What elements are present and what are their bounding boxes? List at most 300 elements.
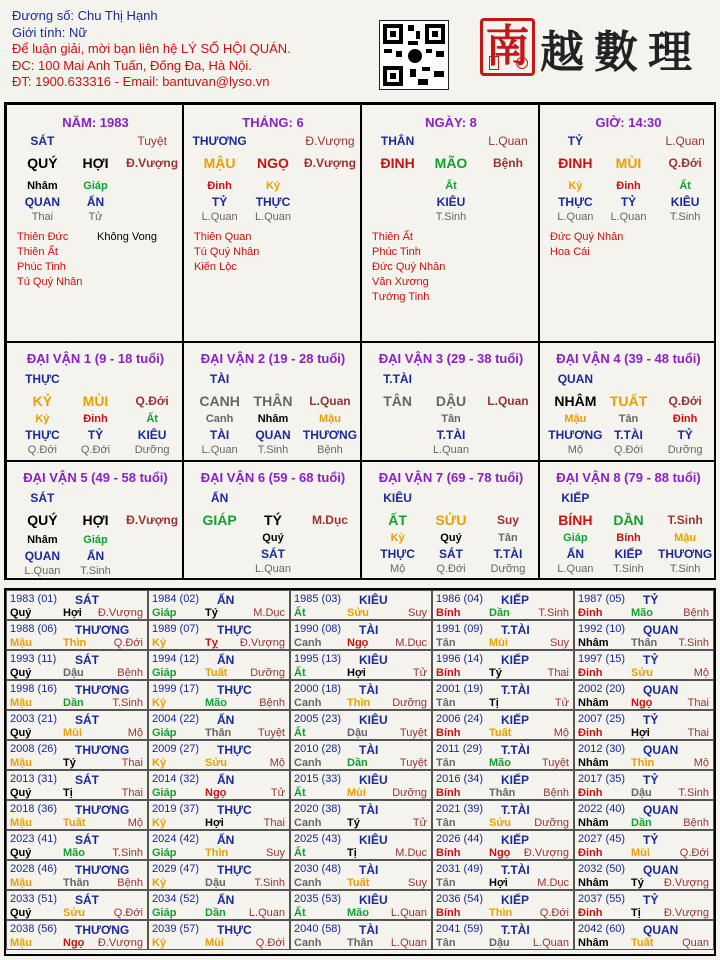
year-label: 1993 (11) (10, 653, 57, 665)
year-label: 1990 (08) (294, 623, 342, 635)
hidden-stem: Đinh (207, 180, 232, 192)
hidden-god: TỶ (211, 195, 228, 209)
year-chi: Tý (63, 757, 76, 769)
year-cell (432, 650, 574, 680)
chart-cell (183, 342, 361, 461)
year-stage: Mộ (553, 727, 569, 739)
year-label: 2024 (42) (152, 833, 200, 845)
star-label: Tú Quý Nhân (194, 246, 260, 258)
year-ten-god: SÁT (75, 773, 99, 787)
hidden-god: KIẾP (614, 547, 643, 561)
year-stage: Q.Đới (255, 937, 285, 949)
hidden-stage: L.Quan (24, 565, 61, 577)
year-label: 2038 (56) (10, 923, 58, 935)
star-label: Thiên Quan (194, 231, 252, 243)
year-stage: Dưỡng (392, 787, 427, 799)
year-ten-god: QUAN (643, 743, 679, 757)
year-can: Giáp (152, 727, 177, 739)
year-chi: Dần (631, 817, 652, 829)
chi-label: MÃO (434, 155, 468, 171)
year-cell (148, 890, 290, 920)
hidden-stem: Nhâm (27, 534, 58, 546)
year-label: 2002 (20) (578, 683, 626, 695)
year-label: 2006 (24) (436, 713, 484, 725)
year-label: 1994 (12) (152, 653, 200, 665)
year-cell (432, 890, 574, 920)
year-can: Nhâm (578, 877, 609, 889)
year-can: Ất (294, 607, 306, 619)
year-can: Giáp (152, 667, 177, 679)
year-ten-god: THƯƠNG (75, 623, 130, 637)
year-stage: Suy (266, 847, 285, 859)
year-chi: Hợi (489, 877, 508, 889)
year-chi: Thân (63, 877, 90, 889)
chi-stage: Q.Đới (668, 156, 702, 170)
year-chi: Tuất (63, 817, 86, 829)
year-cell (574, 860, 714, 890)
year-label: 2013 (31) (10, 773, 58, 785)
year-ten-god: ẤN (217, 833, 235, 847)
hidden-stem: Nhâm (27, 180, 58, 192)
year-ten-god: QUAN (643, 623, 679, 637)
ten-god-label: T.TÀI (383, 372, 412, 386)
star-label: Thiên Đức (17, 231, 69, 243)
year-can: Quý (10, 787, 32, 799)
year-can: Ất (294, 667, 306, 679)
year-cell (574, 890, 714, 920)
year-stage: Đ.Vượng (663, 877, 709, 889)
hidden-god: KIÊU (137, 428, 167, 442)
address-line: ĐC: 100 Mai Anh Tuấn, Đống Đa, Hà Nội. (12, 57, 252, 73)
year-stage: Q.Đới (113, 907, 143, 919)
year-ten-god: THỰC (217, 863, 252, 877)
year-can: Nhâm (578, 697, 609, 709)
star-label: Đức Quý Nhân (372, 261, 446, 273)
year-stage: Đ.Vượng (523, 847, 569, 859)
year-ten-god: THỰC (217, 623, 252, 637)
year-cell (148, 710, 290, 740)
chi-stage: Đ.Vượng (304, 156, 356, 170)
year-cell (148, 800, 290, 830)
chi-label: MÙI (615, 155, 642, 171)
year-stage: Dưỡng (250, 667, 285, 679)
year-chi: Mùi (63, 727, 82, 739)
year-can: Bính (436, 667, 461, 679)
hidden-stage: T.Sinh (669, 211, 701, 223)
can-label: KỶ (32, 393, 53, 409)
year-cell (6, 830, 148, 860)
hidden-god: KIÊU (670, 195, 700, 209)
year-stage: Quan (682, 937, 709, 949)
year-label: 2032 (50) (578, 863, 626, 875)
year-label: 1988 (06) (10, 623, 58, 635)
hidden-stage: L.Quan (610, 211, 647, 223)
year-label: 2017 (35) (578, 773, 626, 785)
year-ten-god: KIÊU (359, 833, 388, 847)
year-ten-god: KIẾP (501, 773, 530, 787)
year-stage: M.Dục (395, 847, 427, 859)
year-stage: Tử (412, 817, 427, 829)
hidden-god: THỰC (558, 195, 593, 209)
year-label: 2027 (45) (578, 833, 626, 845)
year-can: Quý (10, 907, 32, 919)
year-can: Ất (294, 787, 306, 799)
year-chi: Mão (347, 907, 369, 919)
year-can: Canh (294, 937, 322, 949)
year-can: Tân (436, 937, 456, 949)
year-ten-god: THƯƠNG (75, 743, 130, 757)
chart-cell (539, 342, 716, 461)
can-label: NHÂM (554, 393, 597, 409)
year-label: 2023 (41) (10, 833, 58, 845)
year-label: 1992 (10) (578, 623, 626, 635)
year-cell (432, 860, 574, 890)
year-chi: Thìn (347, 697, 371, 709)
can-label: ĐINH (380, 155, 415, 171)
hidden-stem: Kỷ (265, 180, 281, 192)
year-chi: Dậu (63, 667, 84, 679)
year-label: 1999 (17) (152, 683, 200, 695)
year-ten-god: T.TÀI (501, 923, 530, 937)
hidden-stem: Quý (440, 532, 462, 544)
year-stage: Q.Đới (679, 847, 709, 859)
year-stage: T.Sinh (112, 697, 143, 709)
year-stage: Q.Đới (539, 907, 569, 919)
chi-stage: Đ.Vượng (126, 513, 179, 527)
hidden-god: THƯƠNG (658, 547, 713, 561)
cell-title: THÁNG: 6 (242, 115, 304, 130)
hidden-stem: Giáp (83, 534, 108, 546)
year-stage: Tử (270, 787, 285, 799)
year-ten-god: T.TÀI (501, 743, 530, 757)
year-can: Kỷ (152, 937, 167, 949)
contact-line: Để luận giải, mời bạn liên hệ LÝ SỐ HỘI QUÁN. (12, 41, 291, 56)
year-ten-god: SÁT (75, 893, 99, 907)
year-stage: Thai (687, 727, 709, 739)
year-ten-god: TÀI (359, 803, 379, 817)
hidden-stem: Tân (441, 413, 461, 425)
year-chi: Mão (205, 697, 227, 709)
year-chi: Sửu (631, 667, 654, 679)
year-cell (6, 680, 148, 710)
hidden-god: T.TÀI (436, 428, 466, 442)
ten-god-label: KIẾP (561, 491, 590, 505)
year-chi: Tị (489, 697, 499, 709)
year-label: 1984 (02) (152, 593, 200, 605)
header-info (12, 8, 291, 91)
cell-title: ĐẠI VẬN 8 (79 - 88 tuổi) (556, 470, 701, 485)
year-ten-god: QUAN (643, 683, 679, 697)
hidden-stage: T.Sinh (257, 444, 289, 456)
cell-title: ĐẠI VẬN 4 (39 - 48 tuổi) (556, 351, 701, 366)
hidden-stage: L.Quan (201, 444, 238, 456)
year-chi: Thìn (63, 637, 87, 649)
year-cell (148, 920, 290, 950)
year-ten-god: QUAN (643, 923, 679, 937)
year-cell (290, 890, 432, 920)
logo-seal-icon (480, 18, 535, 76)
chart-cell (361, 461, 539, 580)
year-can: Bính (436, 907, 461, 919)
year-chi: Dậu (631, 787, 652, 799)
year-cell (574, 590, 714, 620)
year-ten-god: KIẾP (501, 653, 530, 667)
year-can: Nhâm (578, 637, 609, 649)
cell-title: ĐẠI VẬN 5 (49 - 58 tuổi) (23, 470, 168, 485)
stage-label: L.Quan (488, 134, 528, 148)
hidden-stem: Ất (679, 180, 691, 192)
year-grid (4, 588, 716, 956)
year-cell (148, 830, 290, 860)
year-chi: Ngọ (489, 847, 511, 859)
year-label: 2029 (47) (152, 863, 200, 875)
year-ten-god: KIÊU (359, 893, 388, 907)
year-cell (432, 920, 574, 950)
year-cell (148, 860, 290, 890)
year-label: 2030 (48) (294, 863, 342, 875)
year-label: 2001 (19) (436, 683, 484, 695)
hidden-stage: Bệnh (317, 444, 343, 456)
year-chi: Sửu (63, 907, 86, 919)
year-stage: T.Sinh (254, 877, 285, 889)
hidden-stage: L.Quan (557, 563, 594, 575)
hidden-stage: T.Sinh (435, 211, 467, 223)
year-can: Tân (436, 817, 456, 829)
year-ten-god: KIẾP (501, 713, 530, 727)
hidden-stage: L.Quan (557, 211, 594, 223)
year-stage: L.Quan (248, 907, 285, 919)
year-cell (290, 740, 432, 770)
phone-email-line: ĐT: 1900.633316 - Email: bantuvan@lyso.vn (12, 74, 270, 89)
year-ten-god: THƯƠNG (75, 923, 130, 937)
year-stage: Q.Đới (113, 637, 143, 649)
year-can: Đinh (578, 607, 603, 619)
year-label: 1986 (04) (436, 593, 484, 605)
year-chi: Thân (205, 727, 232, 739)
year-chi: Mão (63, 847, 85, 859)
hidden-god: QUAN (255, 428, 291, 442)
year-chi: Tị (63, 787, 73, 799)
hidden-stage: Q.Đới (613, 444, 644, 456)
year-cell (290, 650, 432, 680)
cell-title: ĐẠI VẬN 6 (59 - 68 tuổi) (200, 470, 346, 485)
year-cell (6, 650, 148, 680)
year-label: 2025 (43) (294, 833, 342, 845)
year-label: 2003 (21) (10, 713, 58, 725)
year-can: Mậu (10, 697, 32, 709)
hidden-stage: L.Quan (254, 211, 292, 223)
hidden-stage: L.Quan (201, 211, 238, 223)
year-label: 2004 (22) (152, 713, 200, 725)
year-label: 2034 (52) (152, 893, 200, 905)
year-chi: Thìn (489, 907, 513, 919)
year-label: 1998 (16) (10, 683, 58, 695)
year-chi: Ngọ (347, 637, 369, 649)
year-can: Tân (436, 877, 456, 889)
chi-stage: T.Sinh (667, 513, 703, 527)
year-can: Giáp (152, 907, 177, 919)
chi-label: THÂN (253, 393, 293, 409)
year-cell (574, 620, 714, 650)
star-label: Thiên Ất (17, 246, 58, 258)
year-stage: Bệnh (117, 667, 143, 679)
chart-cell (361, 104, 539, 342)
year-label: 2015 (33) (294, 773, 342, 785)
star-label: Kiến Lộc (194, 261, 237, 273)
year-cell (432, 590, 574, 620)
year-ten-god: THƯƠNG (75, 683, 130, 697)
year-can: Bính (436, 847, 461, 859)
year-label: 1987 (05) (578, 593, 626, 605)
year-cell (290, 770, 432, 800)
year-chi: Ngọ (63, 937, 85, 949)
chart-cell (6, 461, 183, 580)
year-ten-god: SÁT (75, 593, 99, 607)
hidden-god: T.TÀI (493, 547, 523, 561)
hidden-god: ẤN (86, 549, 105, 563)
year-cell (574, 710, 714, 740)
year-stage: Mộ (127, 727, 143, 739)
year-can: Quý (10, 847, 32, 859)
chart-cell (183, 104, 361, 342)
year-chi: Mão (631, 607, 653, 619)
year-ten-god: T.TÀI (501, 623, 530, 637)
year-cell (148, 680, 290, 710)
year-label: 2021 (39) (436, 803, 484, 815)
year-cell (432, 710, 574, 740)
ten-god-label: TỶ (567, 134, 584, 148)
year-ten-god: TỶ (643, 653, 659, 667)
hidden-stem: Ất (146, 413, 158, 425)
ten-god-label: THÂN (380, 134, 415, 148)
year-stage: T.Sinh (112, 847, 143, 859)
star-label: Hoa Cái (550, 246, 590, 258)
hidden-god: ẤN (86, 195, 105, 209)
year-ten-god: ẤN (217, 773, 235, 787)
year-stage: Mộ (693, 757, 709, 769)
hidden-stage: Mộ (567, 444, 584, 456)
year-chi: Tý (489, 667, 502, 679)
year-stage: L.Quan (532, 937, 569, 949)
year-stage: Tử (412, 667, 427, 679)
year-stage: Mộ (269, 757, 285, 769)
year-ten-god: THỰC (217, 743, 252, 757)
year-ten-god: SÁT (75, 653, 99, 667)
year-chi: Ngọ (205, 787, 227, 799)
year-cell (574, 920, 714, 950)
hidden-stem: Bính (616, 532, 641, 544)
year-can: Đinh (578, 787, 603, 799)
year-stage: Suy (550, 637, 569, 649)
star-label: Tướng Tinh (372, 291, 430, 303)
year-cell (148, 620, 290, 650)
year-can: Đinh (578, 727, 603, 739)
ten-god-label: THỰC (25, 372, 60, 386)
hidden-stage: Thai (31, 211, 54, 223)
year-chi: Tị (631, 907, 641, 919)
star-label: Thiên Ất (372, 231, 413, 243)
hidden-stage: Dưỡng (490, 563, 526, 575)
year-can: Kỷ (152, 877, 167, 889)
year-can: Kỷ (152, 697, 167, 709)
chi-label: HỢI (82, 155, 109, 171)
hidden-god: QUAN (24, 549, 61, 563)
year-cell (574, 800, 714, 830)
cell-title: ĐẠI VẬN 7 (69 - 78 tuổi) (378, 470, 524, 485)
year-cell (290, 590, 432, 620)
year-chi: Sửu (489, 817, 512, 829)
gender-value: Nữ (68, 24, 88, 40)
year-cell (290, 710, 432, 740)
year-can: Quý (10, 667, 32, 679)
year-chi: Tỵ (205, 637, 218, 649)
chi-label: SỬU (435, 512, 467, 528)
year-cell (432, 680, 574, 710)
year-label: 2014 (32) (152, 773, 200, 785)
hidden-stage: T.Sinh (80, 565, 111, 577)
can-label: ẤT (388, 512, 407, 528)
name-label: Đương số: (12, 8, 75, 23)
year-stage: Bệnh (683, 817, 709, 829)
cell-title: NĂM: 1983 (62, 115, 129, 130)
hidden-god: KIÊU (436, 195, 466, 209)
year-ten-god: TÀI (359, 623, 379, 637)
year-stage: T.Sinh (678, 637, 709, 649)
year-stage: Tuyệt (399, 727, 427, 739)
hidden-stem: Quý (262, 532, 284, 544)
can-label: GIÁP (202, 512, 237, 528)
year-stage: Bệnh (117, 877, 143, 889)
year-cell (432, 770, 574, 800)
year-stage: Tuyệt (541, 757, 569, 769)
year-label: 2018 (36) (10, 803, 58, 815)
year-ten-god: KIẾP (501, 893, 530, 907)
hidden-god: TỶ (620, 195, 637, 209)
hidden-god: THƯƠNG (548, 428, 603, 442)
year-ten-god: ẤN (217, 713, 235, 727)
year-can: Giáp (152, 847, 177, 859)
year-cell (290, 860, 432, 890)
year-stage: Dưỡng (534, 817, 569, 829)
year-label: 2035 (53) (294, 893, 342, 905)
ten-god-label: QUAN (557, 372, 594, 386)
hidden-stem: Đinh (616, 180, 641, 192)
cell-title: ĐẠI VẬN 2 (19 - 28 tuổi) (200, 351, 346, 366)
chi-stage: Đ.Vượng (126, 156, 179, 170)
year-cell (574, 740, 714, 770)
hidden-stem: Mậu (564, 413, 587, 425)
year-can: Đinh (578, 847, 603, 859)
year-stage: Thai (263, 817, 285, 829)
year-cell (574, 830, 714, 860)
year-label: 2026 (44) (436, 833, 484, 845)
year-can: Đinh (578, 907, 603, 919)
hidden-stem: Giáp (83, 180, 108, 192)
year-stage: L.Quan (390, 907, 427, 919)
ten-god-label: TÀI (209, 372, 230, 386)
year-stage: T.Sinh (538, 607, 569, 619)
year-label: 2041 (59) (436, 923, 484, 935)
year-ten-god: KIẾP (501, 593, 530, 607)
year-label: 1989 (07) (152, 623, 200, 635)
year-chi: Hợi (63, 607, 82, 619)
year-chi: Tý (347, 817, 360, 829)
year-label: 1985 (03) (294, 593, 342, 605)
year-can: Ất (294, 727, 306, 739)
hidden-god: THỰC (380, 547, 415, 561)
year-ten-god: ẤN (217, 893, 235, 907)
chi-label: NGỌ (257, 155, 289, 171)
